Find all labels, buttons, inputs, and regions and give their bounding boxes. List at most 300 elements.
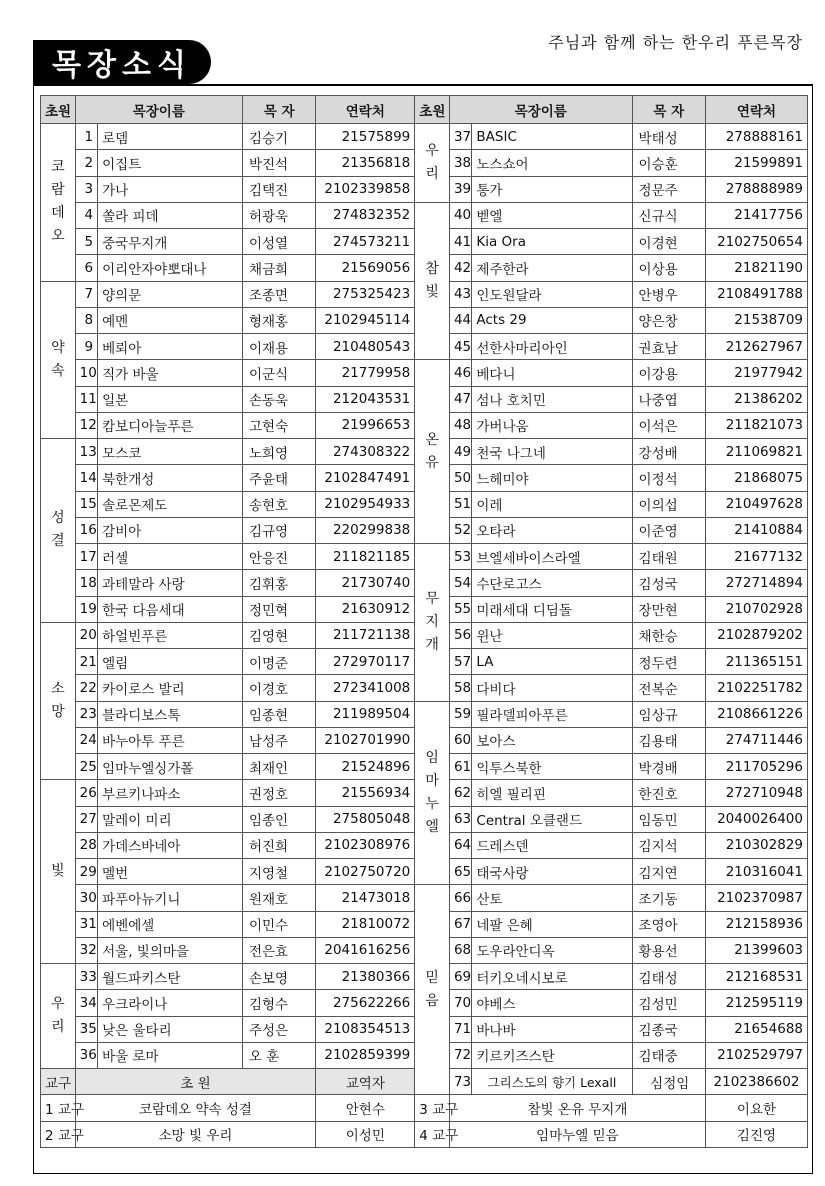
mokjang-name: 오타라 [472, 517, 632, 543]
contact-number: 21677132 [705, 544, 807, 570]
pastor-name: 이명준 [242, 649, 315, 675]
table-row [41, 124, 808, 150]
contact-number: 2102251782 [705, 675, 807, 701]
mokjang-table [40, 95, 808, 1148]
chowon-group-cell [415, 124, 450, 203]
contact-number: 2102386602 [705, 1069, 807, 1095]
contact-number: 21410884 [705, 517, 807, 543]
mokjang-name: 노스쇼어 [472, 150, 632, 176]
chowon-group-char: 람 [51, 182, 65, 199]
district-leader: 김진영 [705, 1121, 807, 1147]
column-header-chowon: 초원 [41, 96, 76, 124]
mokjang-name: 직가 바울 [98, 360, 243, 386]
contact-number: 21399603 [705, 937, 807, 963]
row-number: 21 [75, 649, 97, 675]
contact-number: 211989504 [316, 701, 415, 727]
contact-number: 21821190 [705, 255, 807, 281]
column-header-pastor: 목 자 [242, 96, 315, 124]
pastor-name: 이경호 [242, 675, 315, 701]
pastor-name: 박경배 [632, 754, 705, 780]
pastor-name: 김형수 [242, 990, 315, 1016]
pastor-name: 손동욱 [242, 386, 315, 412]
row-number: 40 [449, 202, 471, 228]
pastor-name: 주성은 [242, 1016, 315, 1042]
row-number: 12 [75, 412, 97, 438]
row-number: 7 [75, 281, 97, 307]
row-number: 58 [449, 675, 471, 701]
contact-number: 21575899 [316, 124, 415, 150]
pastor-name: 최재인 [242, 754, 315, 780]
contact-number: 272710948 [705, 780, 807, 806]
contact-number: 211705296 [705, 754, 807, 780]
pastor-name: 손보영 [242, 964, 315, 990]
district-chowons: 임마누엘 믿음 [449, 1121, 705, 1147]
chowon-group-char: 데 [51, 205, 65, 222]
mokjang-name: 우크라이나 [98, 990, 243, 1016]
row-number: 55 [449, 596, 471, 622]
pastor-name: 고현숙 [242, 412, 315, 438]
chowon-group-char: 리 [425, 165, 439, 182]
pastor-name: 형재홍 [242, 307, 315, 333]
pastor-name: 김태원 [632, 544, 705, 570]
row-number: 15 [75, 491, 97, 517]
row-number: 68 [449, 937, 471, 963]
pastor-name: 김지석 [632, 832, 705, 858]
row-number: 30 [75, 885, 97, 911]
row-number: 29 [75, 859, 97, 885]
mokjang-name: 바누아투 푸른 [98, 727, 243, 753]
footer-header-gyogu: 교구 [41, 1069, 76, 1095]
contact-number: 211365151 [705, 649, 807, 675]
mokjang-name: 하얼빈푸른 [98, 622, 243, 648]
district-row [41, 1121, 808, 1147]
contact-number: 2040026400 [705, 806, 807, 832]
contact-number: 211821185 [316, 544, 415, 570]
row-number: 41 [449, 229, 471, 255]
mokjang-name: 엘림 [98, 649, 243, 675]
chowon-group-char: 빛 [425, 284, 439, 300]
column-header-name: 목장이름 [75, 96, 242, 124]
pastor-name: 조종면 [242, 281, 315, 307]
contact-number: 2102308976 [316, 832, 415, 858]
pastor-name: 김종국 [632, 1016, 705, 1042]
mokjang-name: 가버나움 [472, 412, 632, 438]
mokjang-name: 월드파키스탄 [98, 964, 243, 990]
contact-number: 21996653 [316, 412, 415, 438]
pastor-name: 이정석 [632, 465, 705, 491]
row-number: 4 [75, 202, 97, 228]
row-number: 13 [75, 439, 97, 465]
row-number: 18 [75, 570, 97, 596]
row-number: 28 [75, 832, 97, 858]
mokjang-name: 파푸아뉴기니 [98, 885, 243, 911]
row-number: 46 [449, 360, 471, 386]
chowon-group-char: 마 [425, 772, 439, 789]
mokjang-name: 천국 나그네 [472, 439, 632, 465]
pastor-name: 채한승 [632, 622, 705, 648]
mokjang-name: 바나바 [472, 1016, 632, 1042]
contact-number: 2102945114 [316, 307, 415, 333]
mokjang-name: 히엘 필리핀 [472, 780, 632, 806]
contact-number: 21868075 [705, 465, 807, 491]
chowon-group-char: 임 [425, 749, 439, 766]
chowon-group-cell [41, 780, 76, 964]
mokjang-name: 이리안자야뽀대나 [98, 255, 243, 281]
pastor-name: 채금희 [242, 255, 315, 281]
pastor-name: 권정호 [242, 780, 315, 806]
mokjang-name: 네팔 은혜 [472, 911, 632, 937]
pastor-name: 지영철 [242, 859, 315, 885]
chowon-group-char: 무 [425, 590, 439, 607]
pastor-name: 조영아 [632, 911, 705, 937]
mokjang-name: 쏠라 피데 [98, 202, 243, 228]
pastor-name: 원재호 [242, 885, 315, 911]
row-number: 66 [449, 885, 471, 911]
district-leader: 이성민 [316, 1121, 415, 1147]
row-number: 64 [449, 832, 471, 858]
contact-number: 274832352 [316, 202, 415, 228]
pastor-name: 임종인 [242, 806, 315, 832]
row-number: 1 [75, 124, 97, 150]
row-number: 48 [449, 412, 471, 438]
mokjang-name: 가데스바네아 [98, 832, 243, 858]
row-number: 11 [75, 386, 97, 412]
row-number: 38 [449, 150, 471, 176]
contact-number: 21538709 [705, 307, 807, 333]
pastor-name: 임동민 [632, 806, 705, 832]
mokjang-name: 베뢰아 [98, 334, 243, 360]
row-number: 61 [449, 754, 471, 780]
contact-number: 210480543 [316, 334, 415, 360]
district-row [41, 1095, 808, 1121]
row-number: 36 [75, 1042, 97, 1068]
pastor-name: 안병우 [632, 281, 705, 307]
contact-number: 2102750654 [705, 229, 807, 255]
contact-number: 2102847491 [316, 465, 415, 491]
mokjang-name: 태국사랑 [472, 859, 632, 885]
contact-number: 220299838 [316, 517, 415, 543]
contact-number: 21810072 [316, 911, 415, 937]
contact-number: 21630912 [316, 596, 415, 622]
mokjang-name: 이집트 [98, 150, 243, 176]
mokjang-name: 바울 로마 [98, 1042, 243, 1068]
contact-number: 2041616256 [316, 937, 415, 963]
contact-number: 21654688 [705, 1016, 807, 1042]
contact-number: 21599891 [705, 150, 807, 176]
table-row [41, 701, 808, 727]
row-number: 54 [449, 570, 471, 596]
chowon-group-char: 리 [51, 1019, 65, 1035]
contact-number: 275325423 [316, 281, 415, 307]
mokjang-name: 키르키즈스탄 [472, 1042, 632, 1068]
table-row [41, 885, 808, 911]
mokjang-name: 그리스도의 향기 Lexall [472, 1069, 632, 1095]
chowon-group-char: 망 [51, 704, 65, 720]
pastor-name: 허광욱 [242, 202, 315, 228]
row-number: 9 [75, 334, 97, 360]
pastor-name: 김성국 [632, 570, 705, 596]
mokjang-name: 과테말라 사랑 [98, 570, 243, 596]
mokjang-name: 인도원달라 [472, 281, 632, 307]
table-row [41, 544, 808, 570]
district-chowons: 참빛 온유 무지개 [449, 1095, 705, 1121]
contact-number: 2102750720 [316, 859, 415, 885]
chowon-group-char: 개 [425, 636, 439, 653]
pastor-name: 임상규 [632, 701, 705, 727]
mokjang-name: 낮은 울타리 [98, 1016, 243, 1042]
contact-number: 212158936 [705, 911, 807, 937]
row-number: 27 [75, 806, 97, 832]
column-header-pastor: 목 자 [632, 96, 705, 124]
contact-number: 2108661226 [705, 701, 807, 727]
contact-number: 278888989 [705, 176, 807, 202]
chowon-group-char: 엘 [425, 818, 439, 835]
mokjang-name: 벧엘 [472, 202, 632, 228]
pastor-name: 황용선 [632, 937, 705, 963]
mokjang-name: 가나 [98, 176, 243, 202]
mokjang-name: 느헤미야 [472, 465, 632, 491]
mokjang-name: BASIC [472, 124, 632, 150]
mokjang-name: 보아스 [472, 727, 632, 753]
contact-number: 2102339858 [316, 176, 415, 202]
column-header-name: 목장이름 [449, 96, 632, 124]
contact-number: 275805048 [316, 806, 415, 832]
mokjang-name: 감비아 [98, 517, 243, 543]
mokjang-name: 드레스덴 [472, 832, 632, 858]
contact-number: 21417756 [705, 202, 807, 228]
row-number: 44 [449, 307, 471, 333]
contact-number: 210702928 [705, 596, 807, 622]
contact-number: 278888161 [705, 124, 807, 150]
pastor-name: 권효남 [632, 334, 705, 360]
pastor-name: 신규식 [632, 202, 705, 228]
column-header-contact: 연락처 [316, 96, 415, 124]
contact-number: 212627967 [705, 334, 807, 360]
mokjang-name: 임마누엘싱가폴 [98, 754, 243, 780]
chowon-group-char: 코 [51, 159, 65, 176]
mokjang-name: 터키오네시보로 [472, 964, 632, 990]
chowon-group-char: 유 [425, 454, 439, 471]
row-number: 65 [449, 859, 471, 885]
mokjang-name: 로뎀 [98, 124, 243, 150]
pastor-name: 정민혁 [242, 596, 315, 622]
row-number: 5 [75, 229, 97, 255]
row-number: 31 [75, 911, 97, 937]
chowon-group-cell [41, 281, 76, 439]
pastor-name: 김영현 [242, 622, 315, 648]
mokjang-name: LA [472, 649, 632, 675]
row-number: 20 [75, 622, 97, 648]
row-number: 71 [449, 1016, 471, 1042]
pastor-name: 허진희 [242, 832, 315, 858]
contact-number: 275622266 [316, 990, 415, 1016]
row-number: 60 [449, 727, 471, 753]
contact-number: 212595119 [705, 990, 807, 1016]
pastor-name: 김승기 [242, 124, 315, 150]
mokjang-name: 서울, 빛의마을 [98, 937, 243, 963]
contact-number: 2102370987 [705, 885, 807, 911]
row-number: 25 [75, 754, 97, 780]
contact-number: 21556934 [316, 780, 415, 806]
row-number: 23 [75, 701, 97, 727]
chowon-group-char: 약 [51, 339, 65, 356]
contact-number: 21977942 [705, 360, 807, 386]
pastor-name: 김태중 [632, 1042, 705, 1068]
chowon-group-char: 결 [51, 533, 65, 550]
contact-number: 2102859399 [316, 1042, 415, 1068]
row-number: 57 [449, 649, 471, 675]
district-leader: 이요한 [705, 1095, 807, 1121]
contact-number: 2102529797 [705, 1042, 807, 1068]
contact-number: 21730740 [316, 570, 415, 596]
chowon-group-cell [41, 964, 76, 1069]
pastor-name: 송현호 [242, 491, 315, 517]
chowon-group-cell [415, 360, 450, 544]
mokjang-name: 모스코 [98, 439, 243, 465]
row-number: 49 [449, 439, 471, 465]
contact-number: 212168531 [705, 964, 807, 990]
mokjang-name: 도우라안디옥 [472, 937, 632, 963]
contact-number: 2108354513 [316, 1016, 415, 1042]
row-number: 42 [449, 255, 471, 281]
pastor-name: 강성배 [632, 439, 705, 465]
mokjang-name: 러셀 [98, 544, 243, 570]
mokjang-name: 필라델피아푸른 [472, 701, 632, 727]
pastor-name: 이석은 [632, 412, 705, 438]
pastor-name: 김택진 [242, 176, 315, 202]
row-number: 19 [75, 596, 97, 622]
page-subtitle: 주님과 함께 하는 한우리 푸른목장 [548, 33, 803, 52]
contact-number: 210302829 [705, 832, 807, 858]
pastor-name: 이의섭 [632, 491, 705, 517]
row-number: 33 [75, 964, 97, 990]
pastor-name: 김규영 [242, 517, 315, 543]
contact-number: 21356818 [316, 150, 415, 176]
chowon-group-cell [41, 622, 76, 780]
row-number: 67 [449, 911, 471, 937]
pastor-name: 안응진 [242, 544, 315, 570]
chowon-group-char: 우 [425, 142, 439, 159]
mokjang-name: 멜번 [98, 859, 243, 885]
mokjang-name: 선한사마리아인 [472, 334, 632, 360]
row-number: 43 [449, 281, 471, 307]
footer-header-gyoyeokja: 교역자 [316, 1069, 415, 1095]
contact-number: 21524896 [316, 754, 415, 780]
mokjang-name: 블라디보스톡 [98, 701, 243, 727]
mokjang-name: 섬나 호치민 [472, 386, 632, 412]
chowon-group-cell [415, 544, 450, 702]
pastor-name: 오 훈 [242, 1042, 315, 1068]
contact-number: 2108491788 [705, 281, 807, 307]
chowon-group-char: 빛 [51, 863, 65, 880]
row-number: 17 [75, 544, 97, 570]
table-row [41, 202, 808, 228]
mokjang-name: 양의문 [98, 281, 243, 307]
contact-number: 211069821 [705, 439, 807, 465]
mokjang-name: 통가 [472, 176, 632, 202]
mokjang-name: 브엘세바이스라엘 [472, 544, 632, 570]
contact-number: 2102954933 [316, 491, 415, 517]
row-number: 8 [75, 307, 97, 333]
contact-number: 21386202 [705, 386, 807, 412]
table-header-row [41, 96, 808, 124]
mokjang-name: 일본 [98, 386, 243, 412]
contact-number: 274711446 [705, 727, 807, 753]
pastor-name: 이성열 [242, 229, 315, 255]
mokjang-name: 미래세대 디딤돌 [472, 596, 632, 622]
mokjang-name: 산토 [472, 885, 632, 911]
chowon-group-char: 성 [51, 510, 65, 527]
contact-number: 2102701990 [316, 727, 415, 753]
pastor-name: 조기동 [632, 885, 705, 911]
pastor-name: 김지연 [632, 859, 705, 885]
chowon-group-cell [41, 439, 76, 623]
row-number: 39 [449, 176, 471, 202]
pastor-name: 장만현 [632, 596, 705, 622]
district-name: 2 교구 [41, 1121, 76, 1147]
pastor-name: 한진호 [632, 780, 705, 806]
pastor-name: 노희영 [242, 439, 315, 465]
mokjang-name: Acts 29 [472, 307, 632, 333]
contact-number: 21473018 [316, 885, 415, 911]
table-row [41, 360, 808, 386]
mokjang-name: 야베스 [472, 990, 632, 1016]
chowon-group-cell [415, 701, 450, 885]
chowon-group-char: 믿 [425, 969, 439, 986]
pastor-name: 임종현 [242, 701, 315, 727]
chowon-group-cell [415, 202, 450, 360]
district-name: 3 교구 [415, 1095, 450, 1121]
mokjang-name: 이레 [472, 491, 632, 517]
pastor-name: 김성민 [632, 990, 705, 1016]
mokjang-name: 한국 다음세대 [98, 596, 243, 622]
row-number: 56 [449, 622, 471, 648]
row-number: 47 [449, 386, 471, 412]
pastor-name: 김용태 [632, 727, 705, 753]
row-number: 35 [75, 1016, 97, 1042]
row-number: 59 [449, 701, 471, 727]
contact-number: 211821073 [705, 412, 807, 438]
mokjang-name: 중국무지개 [98, 229, 243, 255]
row-number: 6 [75, 255, 97, 281]
chowon-group-cell [41, 124, 76, 282]
district-chowons: 코람데오 약속 성결 [75, 1095, 316, 1121]
district-name: 1 교구 [41, 1095, 76, 1121]
contact-number: 272970117 [316, 649, 415, 675]
mokjang-name: 윈난 [472, 622, 632, 648]
mokjang-name: 캄보디아늘푸른 [98, 412, 243, 438]
contact-number: 274308322 [316, 439, 415, 465]
mokjang-name: 북한개성 [98, 465, 243, 491]
chowon-group-char: 온 [425, 431, 439, 448]
contact-number: 21569056 [316, 255, 415, 281]
row-number: 51 [449, 491, 471, 517]
row-number: 50 [449, 465, 471, 491]
chowon-group-char: 속 [51, 362, 65, 379]
pastor-name: 나중엽 [632, 386, 705, 412]
row-number: 53 [449, 544, 471, 570]
mokjang-name: 베다니 [472, 360, 632, 386]
district-chowons: 소망 빛 우리 [75, 1121, 316, 1147]
column-header-contact: 연락처 [705, 96, 807, 124]
mokjang-name: 솔로몬제도 [98, 491, 243, 517]
pastor-name: 남성주 [242, 727, 315, 753]
mokjang-name: 에벤에셀 [98, 911, 243, 937]
contact-number: 274573211 [316, 229, 415, 255]
pastor-name: 양은창 [632, 307, 705, 333]
row-number: 70 [449, 990, 471, 1016]
contact-number: 272714894 [705, 570, 807, 596]
